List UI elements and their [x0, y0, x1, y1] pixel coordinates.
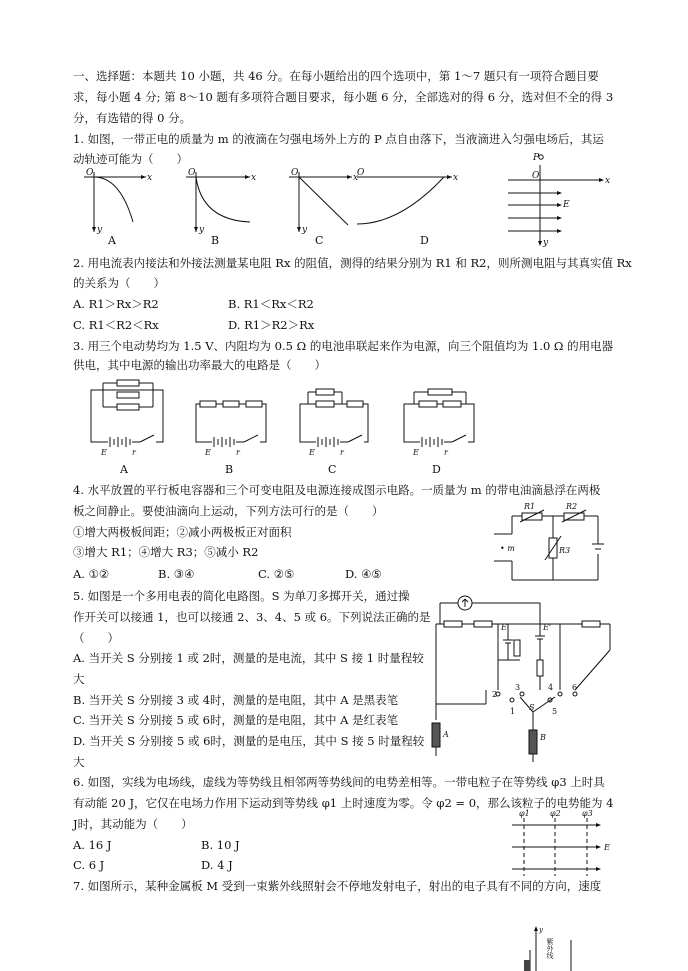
- q1-b-y: y: [199, 225, 205, 235]
- q3-d-r: r: [444, 448, 448, 457]
- q4-option-b: B. ③④: [158, 567, 195, 581]
- q5-terminal-1: 1: [510, 707, 516, 716]
- q3-b-r: r: [236, 448, 240, 457]
- q5-stem-line-3: （ ）: [73, 631, 119, 645]
- q2-stem-line-1: 2. 用电流表内接法和外接法测量某电阻 Rx 的阻值，测得的结果分别为 R1 和 R2，则所测电阻与其真实值 Rx: [73, 256, 632, 270]
- q4-stem-line-1: 4. 水平放置的平行板电容器和三个可变电阻及电源连接成图示电路。一质量为 m 的带电油滴悬浮在两极: [73, 483, 601, 497]
- q5-emf-e: E: [501, 623, 507, 632]
- q1-stem-line-1: 1. 如图，一带正电的质量为 m 的液滴在匀强电场外上方的 P 点自由落下，当液滴进入匀强电场后，其运: [73, 132, 604, 146]
- q7-y-label: y: [539, 926, 543, 934]
- q5-option-a-line-2: 大: [73, 672, 85, 686]
- intro-line-3: 分，有选错的得 0 分。: [73, 111, 192, 125]
- q1-a-origin: O: [86, 168, 94, 178]
- q4-droplet-label: • m: [500, 544, 515, 553]
- q5-switch-s: S: [529, 703, 535, 712]
- q4-r2-label: R2: [566, 502, 578, 511]
- q3-c-e: E: [309, 448, 315, 457]
- q5-option-d-line-1: D. 当开关 S 分别接 5 或 6时，测量的是电压，其中 S 接 5 时量程较: [73, 734, 425, 748]
- q2-stem-line-2: 的关系为（ ）: [73, 276, 165, 290]
- q3-label-d: D: [432, 463, 441, 476]
- q1-label-a: A: [108, 234, 116, 247]
- q6-stem-line-3: J时，其动能为（ ）: [73, 817, 193, 831]
- q7-uv-label: 紫外线: [546, 938, 554, 959]
- q1-label-b: B: [211, 234, 220, 247]
- q1-e-x: x: [605, 176, 611, 186]
- q6-phi1-label: φ1: [519, 809, 530, 818]
- q5-option-c: C. 当开关 S 分别接 5 或 6时，测量的是电阻，其中 A 是红表笔: [73, 713, 399, 727]
- q5-terminal-2: 2: [492, 690, 498, 699]
- q6-option-d: D. 4 J: [201, 858, 233, 872]
- q1-e-y: y: [543, 238, 549, 248]
- q3-label-a: A: [120, 463, 128, 476]
- q5-terminal-6: 6: [572, 683, 578, 692]
- q1-a-x: x: [147, 173, 153, 183]
- q1-c-x: x: [353, 173, 359, 183]
- q1-c-origin: O: [291, 168, 299, 178]
- q5-emf-e-prime: E': [543, 623, 552, 632]
- q5-stem-line-2: 作开关可以接通 1，也可以接通 2、3、4、5 或 6。下列说法正确的是: [73, 610, 431, 624]
- q3-c-r: r: [340, 448, 344, 457]
- q4-option-a: A. ①②: [73, 567, 110, 581]
- q6-phi2-label: φ2: [550, 809, 561, 818]
- q3-stem-line-2: 供电，其中电源的输出功率最大的电路是（ ）: [73, 358, 326, 372]
- intro-line-1: 一、选择题：本题共 10 小题，共 46 分。在每小题给出的四个选项中，第 1～7 题只有一项符合题目要: [73, 69, 599, 83]
- q1-e-p: P: [533, 153, 540, 163]
- q6-stem-line-1: 6. 如图，实线为电场线，虚线为等势线且相邻两等势线间的电势差相等。一带电粒子在等势线 φ3 上时具: [73, 775, 605, 789]
- q4-option-d: D. ④⑤: [345, 567, 382, 581]
- q3-a-e: E: [101, 448, 107, 457]
- q7-stem-line-1: 7. 如图所示，某种金属板 M 受到一束紫外线照射会不停地发射电子，射出的电子具有不同的方向，速度: [73, 879, 602, 893]
- q5-terminal-4: 4: [548, 683, 554, 692]
- q6-option-b: B. 10 J: [201, 838, 240, 852]
- q1-label-d: D: [420, 234, 429, 247]
- q2-option-a: A. R1＞Rx＞R2: [73, 297, 159, 311]
- q4-condition-line-2: ③增大 R1；④增大 R3；⑤减小 R2: [73, 545, 259, 559]
- q1-e-field: E: [563, 200, 570, 210]
- q6-option-a: A. 16 J: [73, 838, 112, 852]
- q5-probe-b: B: [540, 733, 546, 742]
- q3-label-c: C: [328, 463, 337, 476]
- q2-option-d: D. R1＞R2＞Rx: [228, 318, 315, 332]
- q6-stem-line-2: 有动能 20 J，它仅在电场力作用下运动到等势线 φ1 上时速度为零。令 φ2 = 0，那么该粒子的电势能为 4: [73, 796, 614, 810]
- q2-option-b: B. R1＜Rx＜R2: [228, 297, 314, 311]
- q6-field-e: E: [604, 843, 610, 852]
- q5-terminal-3: 3: [515, 683, 521, 692]
- q5-option-b: B. 当开关 S 分别接 3 或 4时，测量的是电阻，其中 A 是黑表笔: [73, 693, 399, 707]
- q4-r3-label: R3: [559, 546, 571, 555]
- q5-stem-line-1: 5. 如图是一个多用电表的简化电路图。S 为单刀多掷开关，通过操: [73, 589, 410, 603]
- q1-b-x: x: [251, 173, 257, 183]
- intro-line-2: 求，每小题 4 分; 第 8～10 题有多项符合题目要求，每小题 6 分，全部选对的得 6 分，选对但不全的得 3: [73, 90, 614, 104]
- q3-a-r: r: [132, 448, 136, 457]
- q2-option-c: C. R1＜R2＜Rx: [73, 318, 159, 332]
- q6-phi3-label: φ3: [582, 809, 593, 818]
- q1-label-c: C: [315, 234, 324, 247]
- q1-e-origin: O: [532, 171, 540, 181]
- q5-probe-a: A: [443, 730, 449, 739]
- q3-stem-line-1: 3. 用三个电动势均为 1.5 V、内阻均为 0.5 Ω 的电池串联起来作为电源，向三个阻值均为 1.0 Ω 的用电器: [73, 339, 614, 353]
- q5-option-d-line-2: 大: [73, 755, 85, 769]
- q1-a-y: y: [97, 225, 103, 235]
- q3-d-e: E: [413, 448, 419, 457]
- q4-condition-line-1: ①增大两极板间距；②减小两极板正对面积: [73, 525, 292, 539]
- q4-option-c: C. ②⑤: [258, 567, 295, 581]
- q1-c-y: y: [302, 225, 308, 235]
- q4-r1-label: R1: [524, 502, 536, 511]
- q1-d-origin: O: [357, 168, 365, 178]
- q5-option-a-line-1: A. 当开关 S 分别接 1 或 2时，测量的是电流，其中 S 接 1 时量程较: [73, 651, 424, 665]
- q1-stem-line-2: 动轨迹可能为（ ）: [73, 152, 188, 166]
- q1-b-origin: O: [188, 168, 196, 178]
- q6-option-c: C. 6 J: [73, 858, 105, 872]
- q4-stem-line-2: 板之间静止。要使油滴向上运动，下列方法可行的是（ ）: [73, 504, 384, 518]
- q5-terminal-5: 5: [552, 707, 558, 716]
- q3-b-e: E: [205, 448, 211, 457]
- q3-label-b: B: [225, 463, 234, 476]
- q1-d-x: x: [453, 173, 459, 183]
